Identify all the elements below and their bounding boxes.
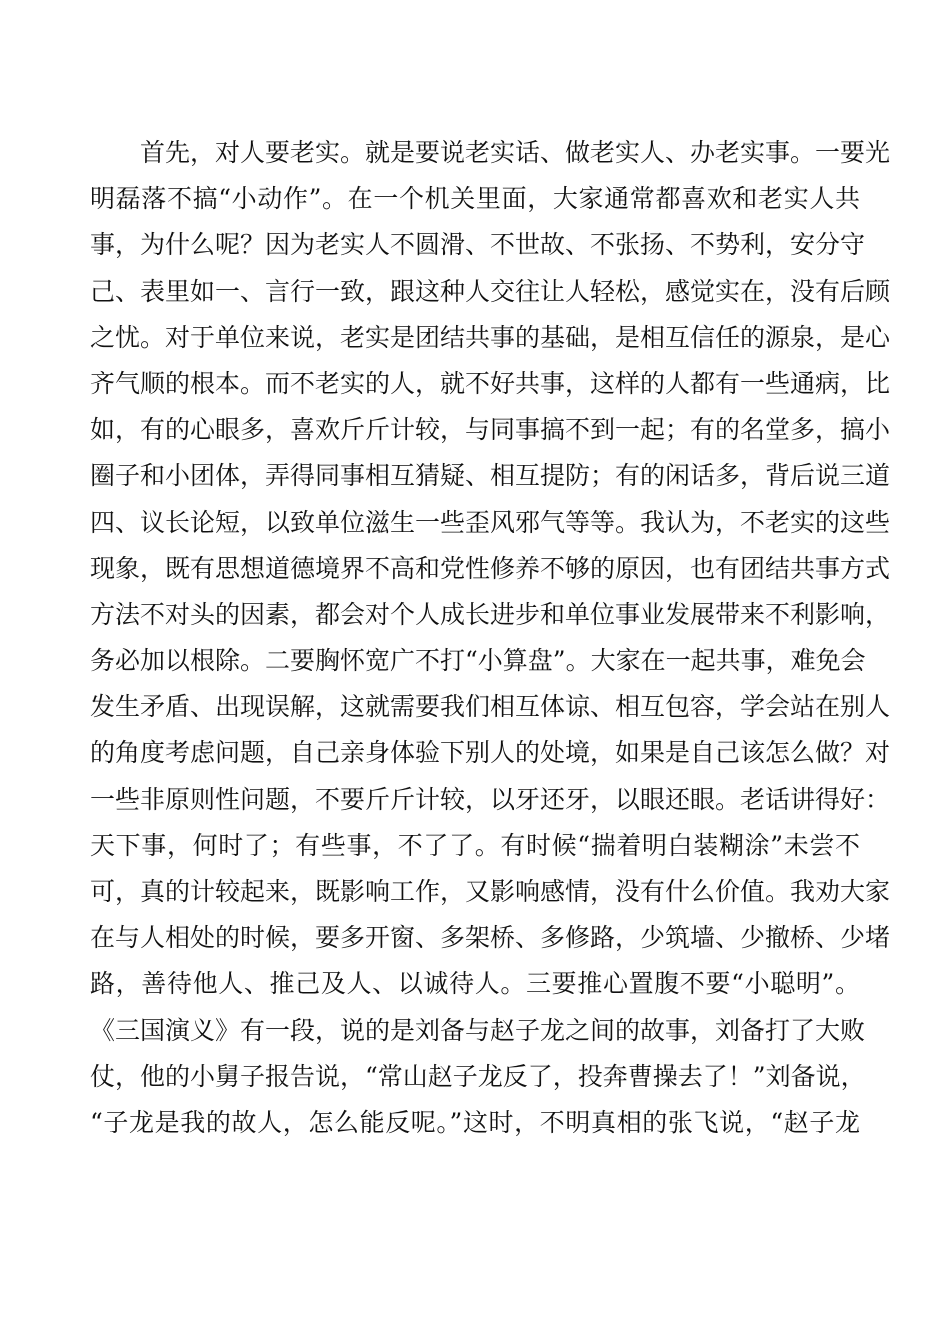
text-line: 事，为什么呢？因为老实人不圆滑、不世故、不张扬、不势利，安分守 bbox=[90, 230, 866, 260]
text-line: 圈子和小团体，弄得同事相互猜疑、相互提防；有的闲话多，背后说三道 bbox=[90, 461, 891, 491]
text-line: “子龙是我的故人，怎么能反呢。”这时，不明真相的张飞说，“赵子龙 bbox=[90, 1107, 860, 1137]
text-line: 方法不对头的因素，都会对个人成长进步和单位事业发展带来不利影响， bbox=[90, 599, 891, 629]
text-line: 如，有的心眼多，喜欢斤斤计较，与同事搞不到一起；有的名堂多，搞小 bbox=[90, 415, 891, 445]
text-line: 的角度考虑问题，自己亲身体验下别人的处境，如果是自己该怎么做？对 bbox=[90, 738, 891, 768]
text-line: 可，真的计较起来，既影响工作，又影响感情，没有什么价值。我劝大家 bbox=[90, 877, 891, 906]
text-line: 路，善待他人、推己及人、以诚待人。三要推心置腹不要“小聪明”。 bbox=[90, 969, 860, 999]
text-line: 之忧。对于单位来说，老实是团结共事的基础，是相互信任的源泉，是心 bbox=[90, 322, 891, 352]
text-line: 首先，对人要老实。就是要说老实话、做老实人、办老实事。一要光 bbox=[140, 138, 891, 167]
text-line: 明磊落不搞“小动作”。在一个机关里面，大家通常都喜欢和老实人共 bbox=[90, 184, 860, 214]
text-line: 在与人相处的时候，要多开窗、多架桥、多修路，少筑墙、少撤桥、少堵 bbox=[90, 923, 891, 953]
text-line: 四、议长论短，以致单位滋生一些歪风邪气等等。我认为，不老实的这些 bbox=[90, 507, 891, 537]
text-line: 仗，他的小舅子报告说，“常山赵子龙反了，投奔曹操去了！”刘备说， bbox=[90, 1061, 866, 1091]
text-line: 务必加以根除。二要胸怀宽广不打“小算盘”。大家在一起共事，难免会 bbox=[90, 646, 866, 676]
text-line: 齐气顺的根本。而不老实的人，就不好共事，这样的人都有一些通病，比 bbox=[90, 368, 891, 398]
text-line: 现象，既有思想道德境界不高和党性修养不够的原因，也有团结共事方式 bbox=[90, 553, 891, 583]
text-line: 一些非原则性问题，不要斤斤计较，以牙还牙，以眼还眼。老话讲得好： bbox=[90, 784, 891, 814]
body-paragraph bbox=[90, 130, 891, 1146]
text-line: 发生矛盾、出现误解，这就需要我们相互体谅、相互包容，学会站在别人 bbox=[90, 692, 891, 722]
text-line: 《三国演义》有一段，说的是刘备与赵子龙之间的故事，刘备打了大败 bbox=[90, 1015, 866, 1045]
text-line: 己、表里如一、言行一致，跟这种人交往让人轻松，感觉实在，没有后顾 bbox=[90, 276, 891, 306]
text-line: 天下事，何时了；有些事，不了了。有时候“揣着明白装糊涂”未尝不 bbox=[90, 830, 860, 860]
